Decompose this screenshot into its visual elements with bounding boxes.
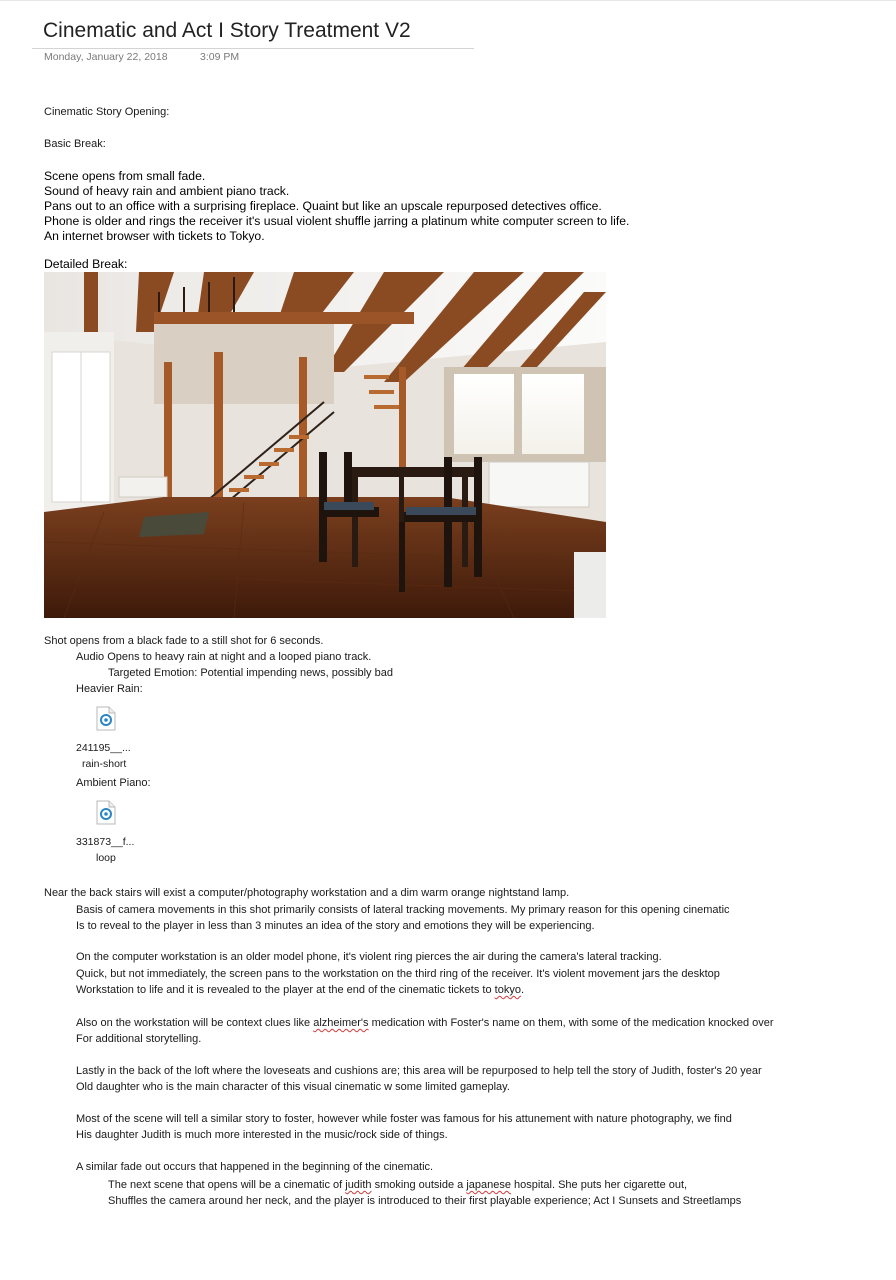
audio-description[interactable]: Audio Opens to heavy rain at night and a looped piano track. <box>76 651 372 663</box>
clues-line-1[interactable] <box>76 1017 774 1030</box>
heading-detailed-break[interactable]: Detailed Break: <box>44 257 128 271</box>
text-run: medication with Foster's name on them, with some of the medication knocked over <box>368 1017 774 1029</box>
loft-line-2[interactable]: Old daughter who is the main character of this visual cinematic w some limited gameplay. <box>76 1081 510 1093</box>
camera-line-1[interactable]: Basis of camera movements in this shot primarily consists of lateral tracking movements. My primary reason for this opening cinematic <box>76 904 730 916</box>
phone-line-2[interactable]: Quick, but not immediately, the screen pans to the workstation on the third ring of the receiver. It's violent movement jars the desktop <box>76 968 720 980</box>
text-run: hospital. She puts her cigarette out, <box>510 1179 688 1191</box>
camera-line-2[interactable]: Is to reveal to the player in less than 3 minutes an idea of the story and emotions they will be experiencing. <box>76 920 595 932</box>
loft-line-1[interactable]: Lastly in the back of the loft where the loveseats and cushions are; this area will be repurposed to help tell the story of Judith, foster's 20 year <box>76 1065 762 1077</box>
attachment-subname: rain-short <box>82 758 127 770</box>
heading-basic-break[interactable]: Basic Break: <box>44 138 106 150</box>
targeted-emotion[interactable]: Targeted Emotion: Potential impending news, possibly bad <box>108 667 393 679</box>
attachment-subname: loop <box>96 852 116 864</box>
text-run: The next scene that opens will be a cinematic of <box>108 1179 346 1191</box>
basic-line-3[interactable]: Pans out to an office with a surprising fireplace. Quaint but like an upscale repurposed detectives office. <box>44 199 602 213</box>
audio-file-icon <box>96 800 116 825</box>
window-top-border <box>0 0 896 1</box>
clues-line-2[interactable]: For additional storytelling. <box>76 1033 202 1045</box>
attachment-rain-short[interactable] <box>76 706 146 776</box>
label-ambient-piano[interactable]: Ambient Piano: <box>76 777 151 789</box>
attachment-piano-loop[interactable] <box>76 800 146 870</box>
misspelled-word: tokyo <box>494 984 521 996</box>
audio-file-icon <box>96 706 116 731</box>
next-scene-line[interactable] <box>108 1179 687 1192</box>
page-date: Monday, January 22, 2018 <box>44 51 168 63</box>
heading-cinematic-opening[interactable]: Cinematic Story Opening: <box>44 106 170 118</box>
basic-line-5[interactable]: An internet browser with tickets to Tokyo. <box>44 229 265 243</box>
misspelled-word: japanese <box>466 1179 511 1191</box>
text-run: smoking outside a <box>371 1179 467 1191</box>
title-divider <box>32 48 474 49</box>
basic-line-2[interactable]: Sound of heavy rain and ambient piano track. <box>44 184 290 198</box>
act-one-intro-line[interactable]: Shuffles the camera around her neck, and the player is introduced to their first playable experience; Act I Sunsets and Streetlamps <box>108 1195 742 1207</box>
page-time: 3:09 PM <box>200 51 240 63</box>
basic-line-4[interactable]: Phone is older and rings the receiver it's usual violent shuffle jarring a platinum white computer screen to life. <box>44 214 630 228</box>
workstation-intro[interactable]: Near the back stairs will exist a computer/photography workstation and a dim warm orange nightstand lamp. <box>44 887 570 899</box>
story-line-1[interactable]: Most of the scene will tell a similar story to foster, however while foster was famous for his attunement with nature photography, we find <box>76 1113 732 1125</box>
misspelled-word: judith <box>345 1179 372 1191</box>
attachment-name: 241195__... <box>76 742 131 754</box>
page-title[interactable]: Cinematic and Act I Story Treatment V2 <box>43 19 411 42</box>
phone-line-3[interactable] <box>76 984 524 997</box>
text-run: Also on the workstation will be context clues like <box>76 1017 314 1029</box>
attachment-name: 331873__f... <box>76 836 135 848</box>
loft-interior-photo[interactable] <box>44 272 606 618</box>
misspelled-word: alzheimer's <box>313 1017 369 1029</box>
shot-description[interactable]: Shot opens from a black fade to a still shot for 6 seconds. <box>44 635 324 647</box>
text-run: Workstation to life and it is revealed to the player at the end of the cinematic tickets to <box>76 984 495 996</box>
fade-out-line[interactable]: A similar fade out occurs that happened in the beginning of the cinematic. <box>76 1161 434 1173</box>
phone-line-1[interactable]: On the computer workstation is an older model phone, it's violent ring pierces the air during the camera's lateral tracking. <box>76 951 662 963</box>
story-line-2[interactable]: His daughter Judith is much more interested in the music/rock side of things. <box>76 1129 448 1141</box>
text-run: . <box>520 984 524 996</box>
label-heavier-rain[interactable]: Heavier Rain: <box>76 683 143 695</box>
basic-line-1[interactable]: Scene opens from small fade. <box>44 169 206 183</box>
